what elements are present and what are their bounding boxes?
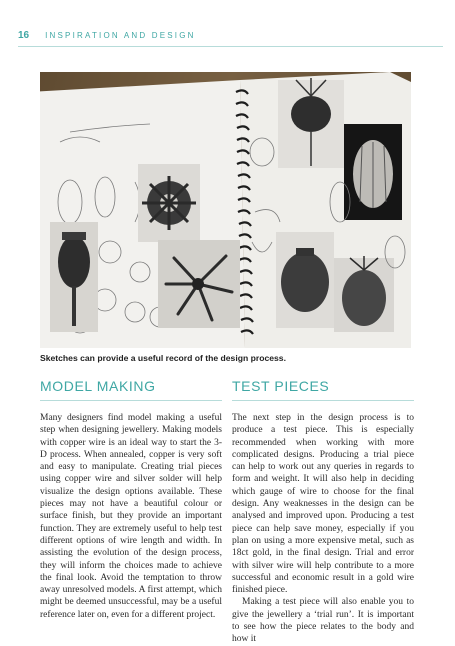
section-heading-test-pieces: TEST PIECES [232, 378, 330, 394]
section-heading-model-making: MODEL MAKING [40, 378, 156, 394]
page-number: 16 [18, 30, 30, 41]
paragraph: Many designers find model making a useful step when designing jewellery. Making models with copper wire is an ideal way to start the 3-D process. When annealed, copper is very soft and easy to manipulate. Creating trial pieces using copper wire and silver solder will help visualize the design options available. These pieces may not have a beautiful colour or surface finish, but they provide an important function. They are extremely useful to help test different options of wire length and width. In assisting the evolution of the design process, they will inform the choices made to achieve the final look. Avoid the temptation to throw away unresolved models. A first attempt, which might be deemed unsuccessful, may be a useful reference later on, even for a different project. [40, 413, 222, 620]
page-header [18, 30, 196, 41]
column-model-making [40, 412, 222, 621]
header-rule [18, 46, 443, 47]
figure-caption: Sketches can provide a useful record of the design process. [40, 353, 286, 363]
sketchbook-photo [40, 72, 411, 348]
running-head: INSPIRATION AND DESIGN [45, 31, 196, 40]
paragraph: Making a test piece will also enable you to give the jewellery a ‘trial run’. It is important to see how the piece relates to the body and how it [232, 597, 414, 645]
paragraph: The next step in the design process is to produce a test piece. This is especially recommended when working with more complicated designs. Producing a trial piece can help to work out any queries in regards to form and weight. It will also help in deciding which gauge of wire to choose for the final design. Any weaknesses in the design can be analysed and improved upon. Producing a test piece can help save money, especially if you plan on using a more expensive metal, such as 18ct gold, in the final design. Trial and error with silver wire will help contribute to a more successful and economic result in a gold wire finished piece. [232, 413, 414, 596]
sketchbook-illustration [40, 72, 411, 348]
section-rule-test-pieces [232, 400, 414, 401]
column-test-pieces [232, 412, 414, 646]
section-rule-model-making [40, 400, 222, 401]
